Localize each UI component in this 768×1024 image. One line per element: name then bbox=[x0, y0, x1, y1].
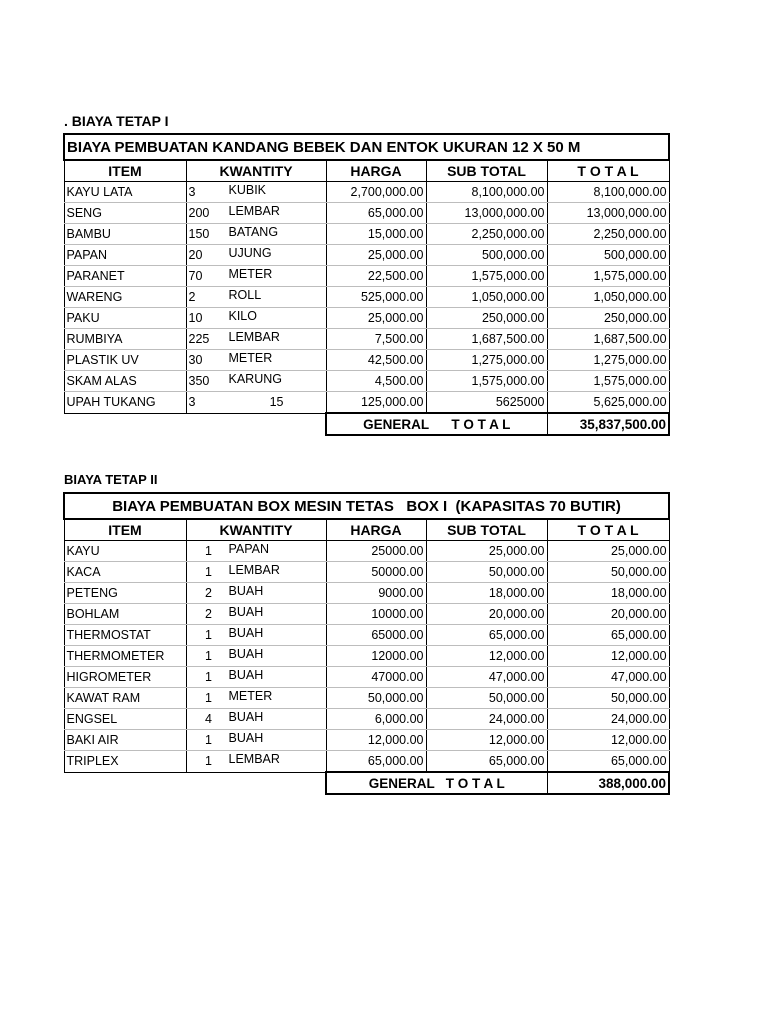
harga-cell: 6,000.00 bbox=[326, 709, 426, 730]
general-total-spacer bbox=[64, 413, 326, 435]
unit-cell: PAPAN bbox=[228, 541, 270, 556]
unit-cell: LEMBAR bbox=[228, 329, 280, 344]
unit-cell: KARUNG bbox=[228, 371, 282, 386]
total-cell: 50,000.00 bbox=[547, 688, 669, 709]
item-cell: PAKU bbox=[64, 308, 186, 329]
harga-cell: 12,000.00 bbox=[326, 730, 426, 751]
box-mesin-tetas-cost-table bbox=[63, 492, 670, 795]
table-2-title: BIAYA PEMBUATAN BOX MESIN TETAS BOX I (KAPASITAS 70 BUTIR) bbox=[64, 493, 669, 519]
subtotal-cell: 5625000 bbox=[426, 392, 547, 414]
kwantity-cell bbox=[186, 245, 326, 266]
kwantity-cell bbox=[186, 646, 326, 667]
general-total-label: GENERAL T O T A L bbox=[326, 413, 547, 435]
item-cell: BAMBU bbox=[64, 224, 186, 245]
qty-value: 350 bbox=[188, 373, 210, 388]
subtotal-cell: 20,000.00 bbox=[426, 604, 547, 625]
kwantity-cell bbox=[186, 688, 326, 709]
qty-value: 200 bbox=[188, 205, 210, 220]
subtotal-cell: 1,275,000.00 bbox=[426, 350, 547, 371]
table-row bbox=[64, 245, 669, 266]
table-1-title: BIAYA PEMBUATAN KANDANG BEBEK DAN ENTOK UKURAN 12 X 50 M bbox=[64, 134, 669, 160]
total-cell: 1,275,000.00 bbox=[547, 350, 669, 371]
harga-cell: 7,500.00 bbox=[326, 329, 426, 350]
subtotal-cell: 250,000.00 bbox=[426, 308, 547, 329]
total-cell: 24,000.00 bbox=[547, 709, 669, 730]
kwantity-cell bbox=[186, 224, 326, 245]
total-cell: 18,000.00 bbox=[547, 583, 669, 604]
col-header-total: T O T A L bbox=[547, 160, 669, 182]
unit-cell: METER bbox=[228, 688, 273, 703]
harga-cell: 25,000.00 bbox=[326, 245, 426, 266]
table-row bbox=[64, 203, 669, 224]
table-row bbox=[64, 646, 669, 667]
subtotal-cell: 50,000.00 bbox=[426, 688, 547, 709]
unit-cell: BUAH bbox=[228, 667, 264, 682]
total-cell: 8,100,000.00 bbox=[547, 182, 669, 203]
table-row bbox=[64, 625, 669, 646]
qty-value: 70 bbox=[188, 268, 203, 283]
qty-value: 20 bbox=[188, 247, 203, 262]
col-header-item: ITEM bbox=[64, 160, 186, 182]
harga-cell: 65000.00 bbox=[326, 625, 426, 646]
table-row bbox=[64, 583, 669, 604]
item-cell: KAWAT RAM bbox=[64, 688, 186, 709]
kwantity-cell bbox=[186, 182, 326, 203]
subtotal-cell: 12,000.00 bbox=[426, 730, 547, 751]
qty-value: 1 bbox=[205, 690, 212, 705]
subtotal-cell: 65,000.00 bbox=[426, 751, 547, 773]
total-cell: 1,575,000.00 bbox=[547, 371, 669, 392]
total-cell: 1,575,000.00 bbox=[547, 266, 669, 287]
table-row bbox=[64, 224, 669, 245]
harga-cell: 525,000.00 bbox=[326, 287, 426, 308]
qty-value: 4 bbox=[205, 711, 212, 726]
harga-cell: 65,000.00 bbox=[326, 203, 426, 224]
unit-cell: BUAH bbox=[228, 583, 264, 598]
total-cell: 50,000.00 bbox=[547, 562, 669, 583]
kwantity-cell bbox=[186, 604, 326, 625]
qty-value: 225 bbox=[188, 331, 210, 346]
harga-cell: 65,000.00 bbox=[326, 751, 426, 773]
unit-cell: BUAH bbox=[228, 709, 264, 724]
item-cell: BAKI AIR bbox=[64, 730, 186, 751]
qty-value: 10 bbox=[188, 310, 203, 325]
col-header-total: T O T A L bbox=[547, 519, 669, 541]
qty-value: 2 bbox=[205, 606, 212, 621]
table-row bbox=[64, 541, 669, 562]
total-cell: 25,000.00 bbox=[547, 541, 669, 562]
harga-cell: 125,000.00 bbox=[326, 392, 426, 414]
general-total-label: GENERAL T O T A L bbox=[326, 772, 547, 794]
harga-cell: 2,700,000.00 bbox=[326, 182, 426, 203]
col-header-kwantity: KWANTITY bbox=[186, 160, 326, 182]
qty-value: 2 bbox=[205, 585, 212, 600]
harga-cell: 25,000.00 bbox=[326, 308, 426, 329]
table-row bbox=[64, 751, 669, 773]
col-header-kwantity: KWANTITY bbox=[186, 519, 326, 541]
harga-cell: 4,500.00 bbox=[326, 371, 426, 392]
unit-cell: KUBIK bbox=[228, 182, 267, 197]
harga-cell: 47000.00 bbox=[326, 667, 426, 688]
table-row bbox=[64, 709, 669, 730]
col-header-harga: HARGA bbox=[326, 160, 426, 182]
col-header-subtotal: SUB TOTAL bbox=[426, 160, 547, 182]
subtotal-cell: 18,000.00 bbox=[426, 583, 547, 604]
unit-cell: BATANG bbox=[228, 224, 279, 239]
kwantity-cell bbox=[186, 203, 326, 224]
item-cell: PETENG bbox=[64, 583, 186, 604]
subtotal-cell: 25,000.00 bbox=[426, 541, 547, 562]
kwantity-cell bbox=[186, 541, 326, 562]
item-cell: HIGROMETER bbox=[64, 667, 186, 688]
item-cell: THERMOSTAT bbox=[64, 625, 186, 646]
subtotal-cell: 8,100,000.00 bbox=[426, 182, 547, 203]
table-row bbox=[64, 350, 669, 371]
item-cell: SENG bbox=[64, 203, 186, 224]
kandang-cost-table bbox=[63, 133, 670, 436]
item-cell: TRIPLEX bbox=[64, 751, 186, 773]
kwantity-cell bbox=[186, 350, 326, 371]
kwantity-cell bbox=[186, 392, 326, 414]
subtotal-cell: 13,000,000.00 bbox=[426, 203, 547, 224]
qty-value: 1 bbox=[205, 564, 212, 579]
total-cell: 20,000.00 bbox=[547, 604, 669, 625]
harga-cell: 9000.00 bbox=[326, 583, 426, 604]
unit-cell: LEMBAR bbox=[228, 562, 280, 577]
table-row bbox=[64, 266, 669, 287]
qty-value: 1 bbox=[205, 648, 212, 663]
total-cell: 250,000.00 bbox=[547, 308, 669, 329]
table-row bbox=[64, 308, 669, 329]
item-cell: SKAM ALAS bbox=[64, 371, 186, 392]
harga-cell: 22,500.00 bbox=[326, 266, 426, 287]
unit-cell: 15 bbox=[269, 394, 284, 409]
qty-value: 3 bbox=[188, 394, 196, 409]
kwantity-cell bbox=[186, 709, 326, 730]
kwantity-cell bbox=[186, 308, 326, 329]
harga-cell: 12000.00 bbox=[326, 646, 426, 667]
qty-value: 150 bbox=[188, 226, 210, 241]
unit-cell: METER bbox=[228, 266, 273, 281]
qty-value: 1 bbox=[205, 753, 212, 768]
unit-cell: BUAH bbox=[228, 604, 264, 619]
total-cell: 12,000.00 bbox=[547, 646, 669, 667]
unit-cell: LEMBAR bbox=[228, 751, 280, 766]
subtotal-cell: 1,575,000.00 bbox=[426, 371, 547, 392]
item-cell: THERMOMETER bbox=[64, 646, 186, 667]
subtotal-cell: 1,575,000.00 bbox=[426, 266, 547, 287]
subtotal-cell: 65,000.00 bbox=[426, 625, 547, 646]
harga-cell: 15,000.00 bbox=[326, 224, 426, 245]
general-total-value: 388,000.00 bbox=[547, 772, 669, 794]
kwantity-cell bbox=[186, 371, 326, 392]
unit-cell: BUAH bbox=[228, 730, 264, 745]
section-1-label: . BIAYA TETAP I bbox=[64, 113, 169, 129]
subtotal-cell: 2,250,000.00 bbox=[426, 224, 547, 245]
unit-cell: ROLL bbox=[228, 287, 262, 302]
unit-cell: LEMBAR bbox=[228, 203, 280, 218]
unit-cell: BUAH bbox=[228, 625, 264, 640]
subtotal-cell: 47,000.00 bbox=[426, 667, 547, 688]
subtotal-cell: 12,000.00 bbox=[426, 646, 547, 667]
section-2-label: BIAYA TETAP II bbox=[64, 472, 158, 487]
item-cell: RUMBIYA bbox=[64, 329, 186, 350]
general-total-spacer bbox=[64, 772, 326, 794]
kwantity-cell bbox=[186, 287, 326, 308]
total-cell: 1,687,500.00 bbox=[547, 329, 669, 350]
item-cell: KAYU LATA bbox=[64, 182, 186, 203]
subtotal-cell: 500,000.00 bbox=[426, 245, 547, 266]
total-cell: 1,050,000.00 bbox=[547, 287, 669, 308]
harga-cell: 10000.00 bbox=[326, 604, 426, 625]
subtotal-cell: 24,000.00 bbox=[426, 709, 547, 730]
subtotal-cell: 50,000.00 bbox=[426, 562, 547, 583]
table-row bbox=[64, 667, 669, 688]
unit-cell: BUAH bbox=[228, 646, 264, 661]
kwantity-cell bbox=[186, 730, 326, 751]
item-cell: PARANET bbox=[64, 266, 186, 287]
kwantity-cell bbox=[186, 562, 326, 583]
item-cell: UPAH TUKANG bbox=[64, 392, 186, 414]
table-row bbox=[64, 562, 669, 583]
kwantity-cell bbox=[186, 625, 326, 646]
total-cell: 47,000.00 bbox=[547, 667, 669, 688]
harga-cell: 25000.00 bbox=[326, 541, 426, 562]
table-row bbox=[64, 392, 669, 414]
table-row bbox=[64, 287, 669, 308]
total-cell: 12,000.00 bbox=[547, 730, 669, 751]
item-cell: ENGSEL bbox=[64, 709, 186, 730]
total-cell: 2,250,000.00 bbox=[547, 224, 669, 245]
table-row bbox=[64, 730, 669, 751]
unit-cell: UJUNG bbox=[228, 245, 272, 260]
harga-cell: 50000.00 bbox=[326, 562, 426, 583]
table-row bbox=[64, 329, 669, 350]
kwantity-cell bbox=[186, 329, 326, 350]
total-cell: 5,625,000.00 bbox=[547, 392, 669, 414]
col-header-subtotal: SUB TOTAL bbox=[426, 519, 547, 541]
col-header-item: ITEM bbox=[64, 519, 186, 541]
kwantity-cell bbox=[186, 266, 326, 287]
subtotal-cell: 1,687,500.00 bbox=[426, 329, 547, 350]
qty-value: 3 bbox=[188, 184, 196, 199]
total-cell: 65,000.00 bbox=[547, 751, 669, 773]
qty-value: 1 bbox=[205, 732, 212, 747]
qty-value: 1 bbox=[205, 543, 212, 558]
item-cell: BOHLAM bbox=[64, 604, 186, 625]
col-header-harga: HARGA bbox=[326, 519, 426, 541]
table-row bbox=[64, 688, 669, 709]
unit-cell: METER bbox=[228, 350, 273, 365]
qty-value: 2 bbox=[188, 289, 196, 304]
total-cell: 500,000.00 bbox=[547, 245, 669, 266]
table-row bbox=[64, 371, 669, 392]
kwantity-cell bbox=[186, 583, 326, 604]
item-cell: WARENG bbox=[64, 287, 186, 308]
total-cell: 13,000,000.00 bbox=[547, 203, 669, 224]
item-cell: KAYU bbox=[64, 541, 186, 562]
qty-value: 1 bbox=[205, 669, 212, 684]
kwantity-cell bbox=[186, 751, 326, 773]
qty-value: 30 bbox=[188, 352, 203, 367]
item-cell: KACA bbox=[64, 562, 186, 583]
general-total-value: 35,837,500.00 bbox=[547, 413, 669, 435]
subtotal-cell: 1,050,000.00 bbox=[426, 287, 547, 308]
table-row bbox=[64, 182, 669, 203]
item-cell: PAPAN bbox=[64, 245, 186, 266]
kwantity-cell bbox=[186, 667, 326, 688]
harga-cell: 50,000.00 bbox=[326, 688, 426, 709]
table-row bbox=[64, 604, 669, 625]
item-cell: PLASTIK UV bbox=[64, 350, 186, 371]
qty-value: 1 bbox=[205, 627, 212, 642]
unit-cell: KILO bbox=[228, 308, 257, 323]
harga-cell: 42,500.00 bbox=[326, 350, 426, 371]
total-cell: 65,000.00 bbox=[547, 625, 669, 646]
